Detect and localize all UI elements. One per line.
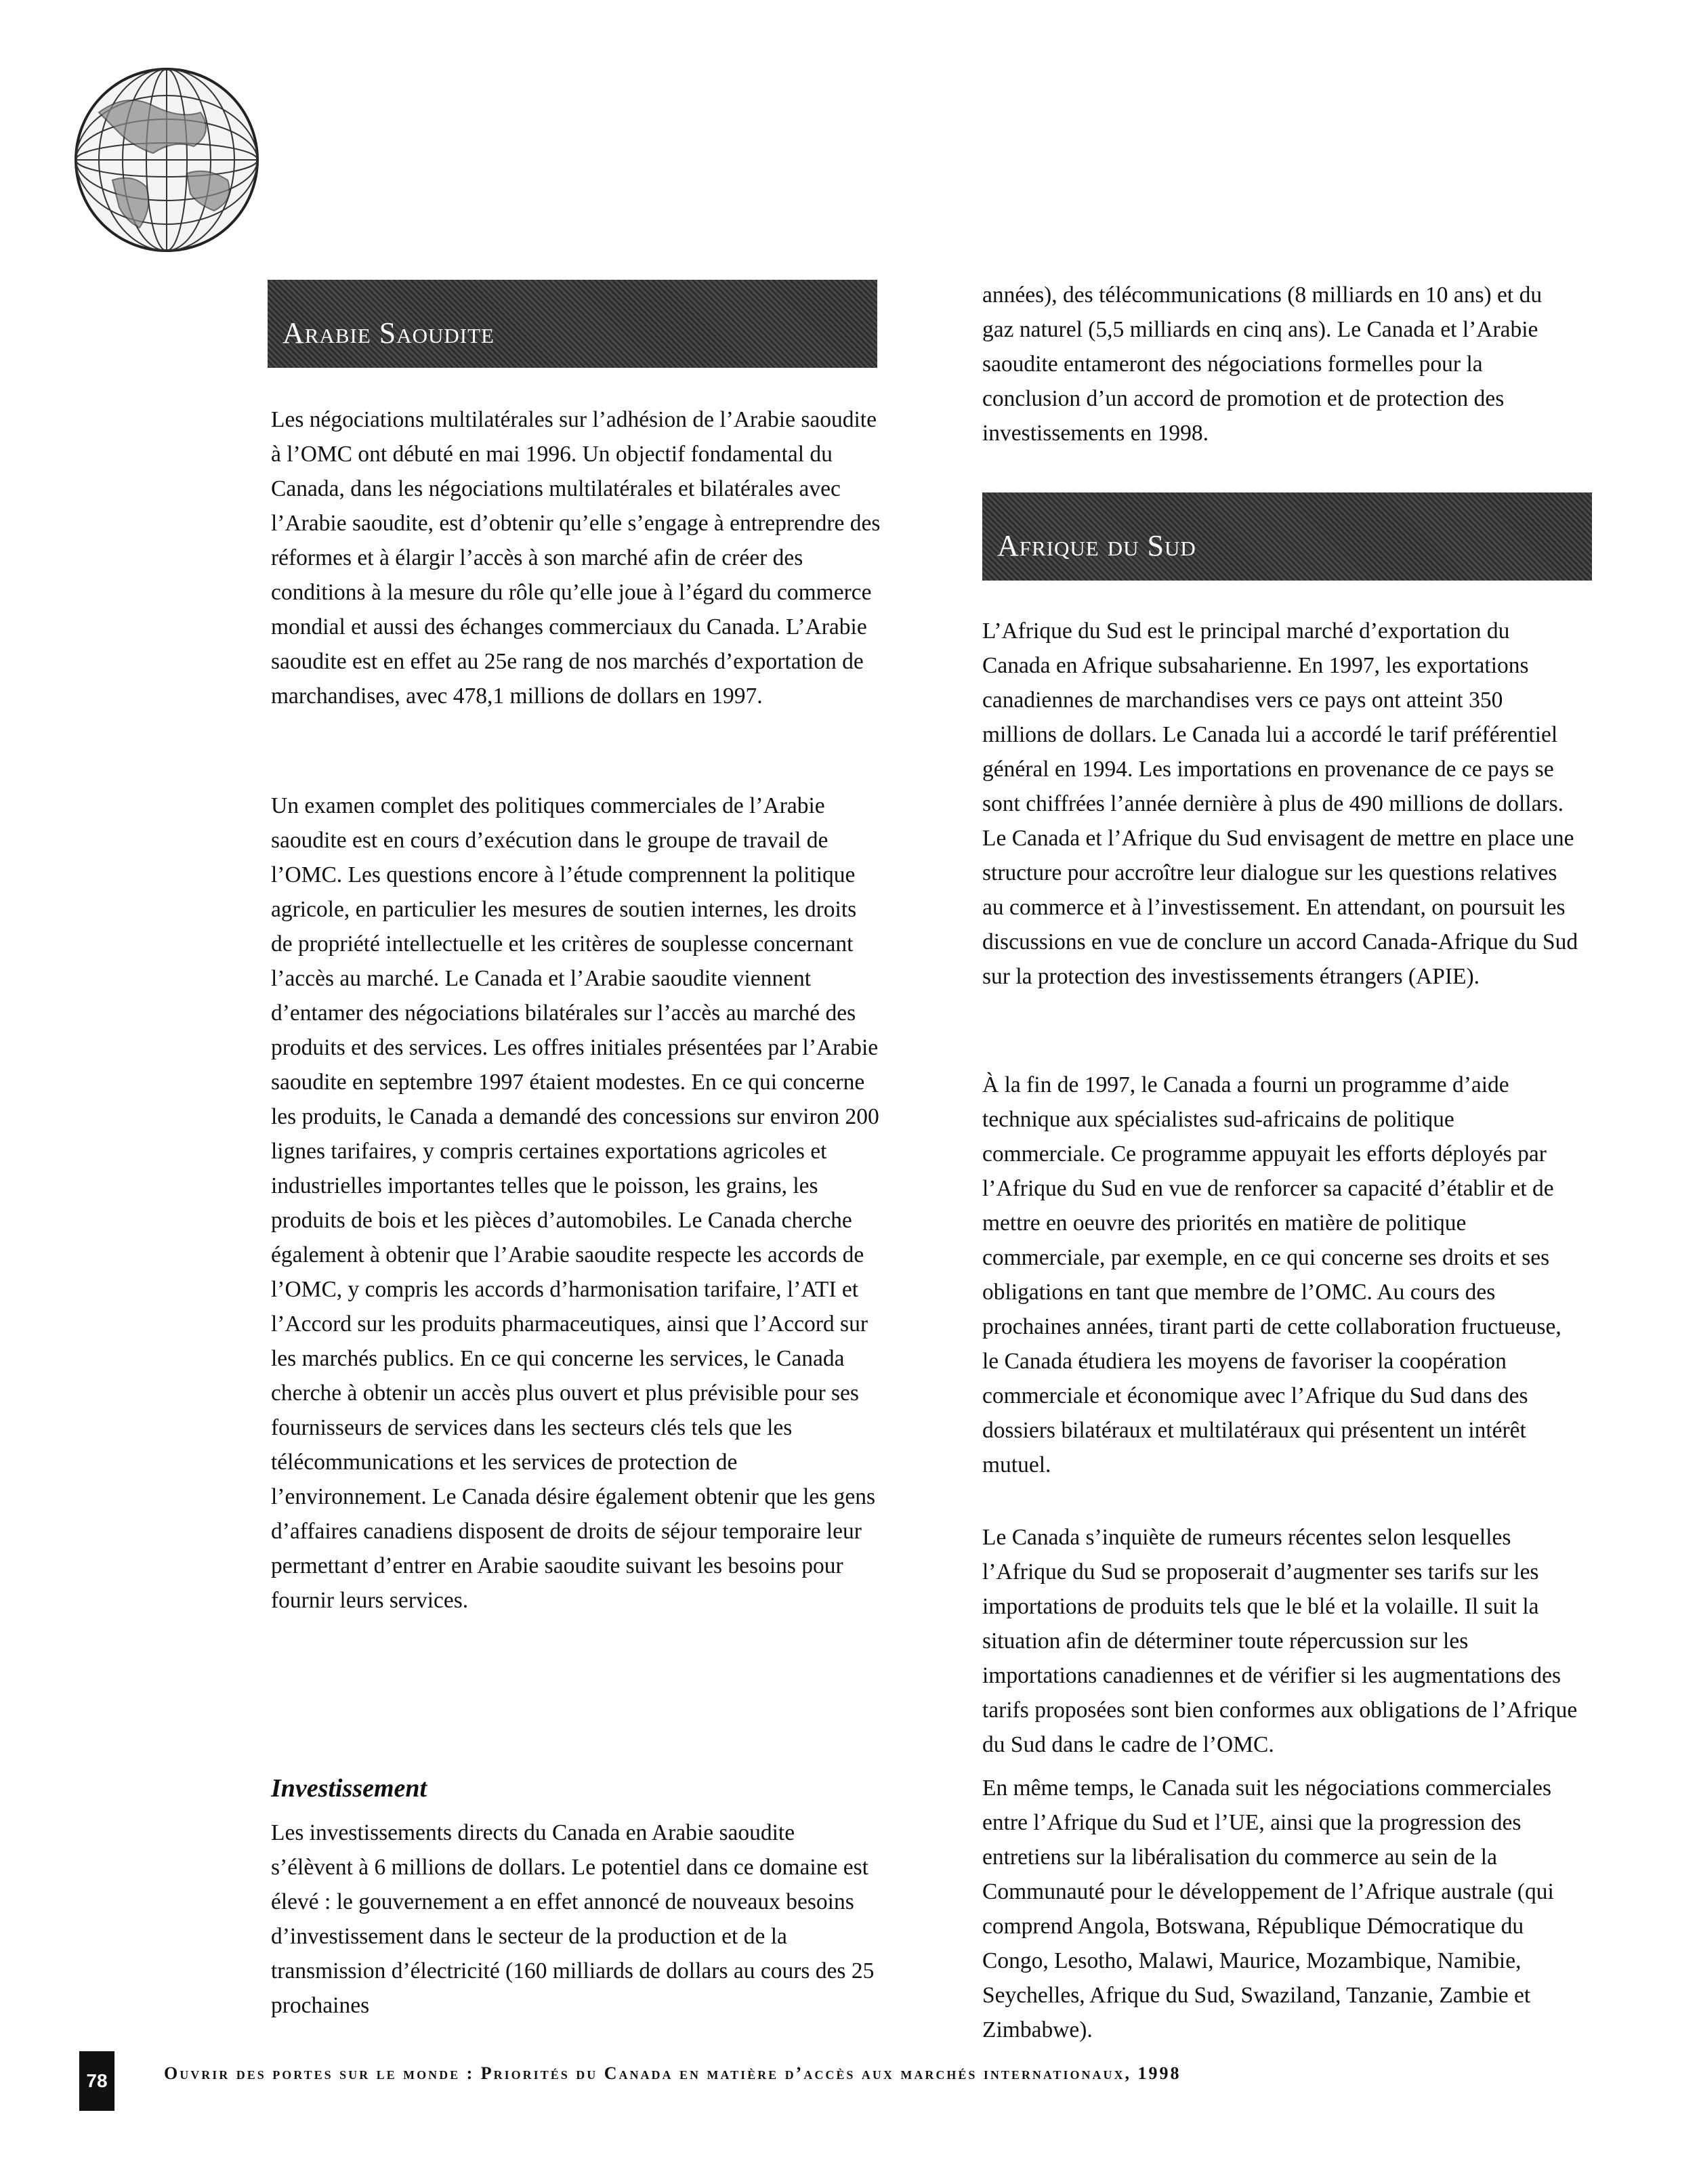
section-banner-afrique-du-sud xyxy=(982,492,1592,581)
paragraph: En même temps, le Canada suit les négociations commerciales entre l’Afrique du Sud et l’UE, ainsi que la progression des entretiens sur la libéralisation du commerce au sein de la Communauté pour le développement de l’Afrique australe (qui comprend Angola, Botswana, République Démocratique du Congo, Lesotho, Malawi, Maurice, Mozambique, Namibie, Seychelles, Afrique du Sud, Swaziland, Tanzanie, Zambie et Zimbabwe). xyxy=(982,1776,1554,2042)
paragraph: années), des télécommunications (8 milliards en 10 ans) et du gaz naturel (5,5 milliards en cinq ans). Le Canada et l’Arabie saoudite entameront des négociations formelles pour la conclusion d’un accord de promotion et de protection des investissements en 1998. xyxy=(982,282,1543,446)
section-title: Afrique du Sud xyxy=(997,529,1196,562)
paragraph: L’Afrique du Sud est le principal marché d’exportation du Canada en Afrique subsaharienne. En 1997, les exportations canadiennes de marchandises vers ce pays ont atteint 350 millions de dollars. Le Canada lui a accordé le tarif préférentiel général en 1994. Les importations en provenance de ce pays se sont chiffrées l’année dernière à plus de 490 millions de dollars. Le Canada et l’Afrique du Sud envisagent de mettre en place une structure pour accroître leur dialogue sur les questions relatives au commerce et à l’investissement. En attendant, on poursuit les discussions en vue de conclure un accord Canada-Afrique du Sud sur la protection des investissements étrangers (APIE). xyxy=(982,618,1578,989)
section-title: Arabie Saoudite xyxy=(282,316,495,350)
page-number: 78 xyxy=(79,2051,114,2111)
subheading-investissement: Investissement xyxy=(271,1774,427,1803)
paragraph: Un examen complet des politiques commerciales de l’Arabie saoudite est en cours d’exécution dans le groupe de travail de l’OMC. Les questions encore à l’étude comprennent la politique agricole, en particulier les mesures de soutien internes, les droits de propriété intellectuelle et les critères de souplesse concernant l’accès au marché. Le Canada et l’Arabie saoudite viennent d’entamer des négociations bilatérales sur l’accès au marché des produits et des services. Les offres initiales présentées par l’Arabie saoudite en septembre 1997 étaient modestes. En ce qui concerne les produits, le Canada a demandé des concessions sur environ 200 lignes tarifaires, y compris certaines exportations agricoles et industrielles importantes telles que le poisson, les grains, les produits de bois et les pièces d’automobiles. Le Canada cherche également à obtenir que l’Arabie saoudite respecte les accords de l’OMC, y compris les accords d’harmonisation tarifaire, l’ATI et l’Accord sur les produits pharmaceutiques, ainsi que l’Accord sur les marchés publics. En ce qui concerne les services, le Canada cherche à obtenir un accès plus ouvert et plus prévisible pour ses fournisseurs de services dans les secteurs clés tels que les télécommunications et les services de protection de l’environnement. Le Canada désire également obtenir que les gens d’affaires canadiens disposent de droits de séjour temporaire leur permettant d’entrer en Arabie saoudite suivant les besoins pour fournir leurs services. xyxy=(271,793,879,1613)
page-footer xyxy=(79,2051,1624,2112)
section-banner-arabie-saoudite xyxy=(268,280,877,368)
globe-icon xyxy=(72,65,261,255)
footer-title: Ouvrir des portes sur le monde : Priorités du Canada en matière d’accès aux marchés internationaux, 1998 xyxy=(164,2063,1181,2083)
paragraph: Les investissements directs du Canada en Arabie saoudite s’élèvent à 6 millions de dollars. Le potentiel dans ce domaine est élevé : le gouvernement a en effet annoncé de nouveaux besoins d’investissement dans le secteur de la production et de la transmission d’électricité (160 milliards de dollars au cours des 25 prochaines xyxy=(271,1820,875,2018)
paragraph: Le Canada s’inquiète de rumeurs récentes selon lesquelles l’Afrique du Sud se proposerait d’augmenter ses tarifs sur les importations de produits tels que le blé et la volaille. Il suit la situation afin de déterminer toute répercussion sur les importations canadiennes et de vérifier si les augmentations des tarifs proposées sont bien conformes aux obligations de l’Afrique du Sud dans le cadre de l’OMC. xyxy=(982,1525,1578,1757)
paragraph: À la fin de 1997, le Canada a fourni un programme d’aide technique aux spécialistes sud-africains de politique commerciale. Ce programme appuyait les efforts déployés par l’Afrique du Sud en vue de renforcer sa capacité d’établir et de mettre en oeuvre des priorités en matière de politique commerciale, par exemple, en ce qui concerne ses droits et ses obligations en tant que membre de l’OMC. Au cours des prochaines années, tirant parti de cette collaboration fructueuse, le Canada étudiera les moyens de favoriser la coopération commerciale et économique avec l’Afrique du Sud dans des dossiers bilatéraux et multilatéraux qui présentent un intérêt mutuel. xyxy=(982,1072,1561,1477)
paragraph: Les négociations multilatérales sur l’adhésion de l’Arabie saoudite à l’OMC ont débuté en mai 1996. Un objectif fondamental du Canada, dans les négociations multilatérales et bilatérales avec l’Arabie saoudite, est d’obtenir qu’elle s’engage à entreprendre des réformes et à élargir l’accès à son marché afin de créer des conditions à la mesure du rôle qu’elle joue à l’égard du commerce mondial et aussi des échanges commerciaux du Canada. L’Arabie saoudite est en effet au 25e rang de nos marchés d’exportation de marchandises, avec 478,1 millions de dollars en 1997. xyxy=(271,407,881,709)
